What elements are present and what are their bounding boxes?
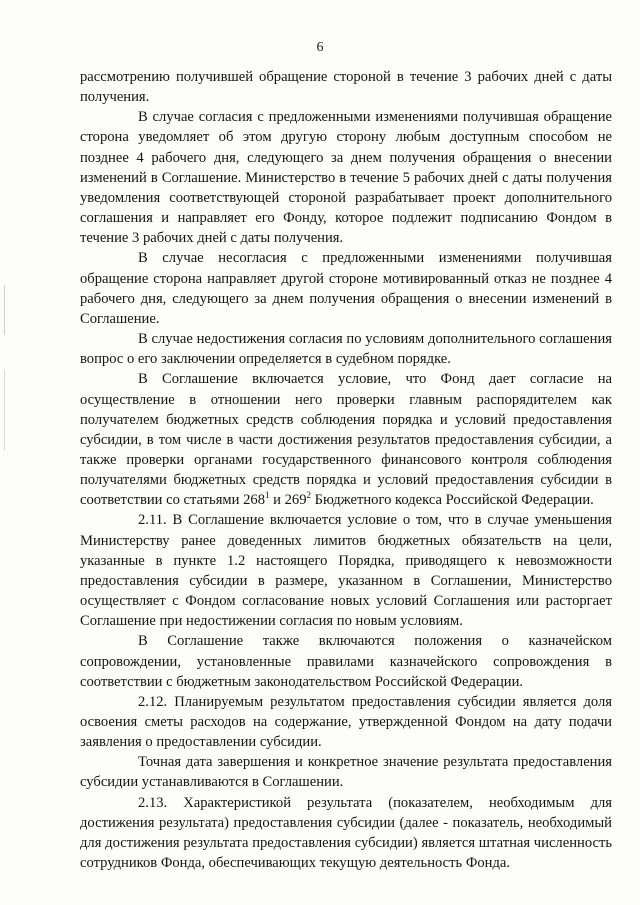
paragraph-agreement-consent: В случае согласия с предложенными изменениями получившая обращение сторона уведомляет об этом другую сторону любым доступным способом не позднее 4 рабочего дня, следующего за днем получения обращения о внесении изменений в Соглашение. Министерство в течение 5 рабочих дней с даты получения уведомления соответствующей стороной разрабатывает проект дополнительного соглашения и направляет его Фонду, которое подлежит подписанию Фондом в течение 3 рабочих дней с даты получения. — [80, 109, 612, 247]
paragraph-agreement-refusal: В случае несогласия с предложенными изменениями получившая обращение сторона направляет другой стороне мотивированный отказ не позднее 4 рабочего дня, следующего за днем получения обращения о внесении изменений в Соглашение. — [80, 250, 612, 327]
page-number: 6 — [316, 40, 324, 55]
paragraph-treasury-support: В Соглашение также включаются положения о казначейском сопровождении, установленные правилами казначейского сопровождения в соответствии с бюджетным законодательством Российской Федерации. — [80, 633, 612, 690]
document-body — [80, 67, 612, 873]
paragraph-audit-text: В Соглашение включается условие, что Фонд дает согласие на осуществление в отношении него проверки главным распорядителем как получателем бюджетных средств соблюдения порядка и условий предоставления субсидии, в том числе в части достижения результатов предоставления субсидии, а также проверки органами государственного финансового контроля соблюдения получателями бюджетных средств порядка и условий предоставления субсидии в соответствии со статьями 268 — [80, 371, 612, 509]
paragraph-2-13: 2.13. Характеристикой результата (показателем, необходимым для достижения результата) предоставления субсидии (далее - показатель, необходимый для достижения результата предоставления субсидии) является штатная численность сотрудников Фонда, обеспечивающих текущую деятельность Фонда. — [80, 794, 612, 872]
paragraph-audit-and: и 269 — [269, 492, 307, 509]
superscript-2: 2 — [306, 490, 311, 501]
superscript-1: 1 — [265, 490, 270, 501]
paragraph-audit-end: Бюджетного кодекса Российской Федерации. — [311, 492, 594, 509]
paragraph-result-date: Точная дата завершения и конкретное значение результата предоставления субсидии устанавливаются в Соглашении. — [80, 754, 612, 791]
paragraph-2-12: 2.12. Планируемым результатом предоставления субсидии является доля освоения сметы расходов на содержание, утвержденной Фондом на дату подачи заявления о предоставлении субсидии. — [80, 693, 612, 751]
paragraph-continuation: рассмотрению получившей обращение стороной в течение 3 рабочих дней с даты получения. — [80, 69, 612, 106]
scan-margin-mark — [4, 285, 5, 335]
paragraph-audit-consent — [80, 369, 612, 510]
paragraph-court-procedure: В случае недостижения согласия по условиям дополнительного соглашения вопрос о его заключении определяется в судебном порядке. — [80, 331, 612, 368]
scan-margin-mark — [4, 370, 5, 450]
paragraph-2-11: 2.11. В Соглашение включается условие о том, что в случае уменьшения Министерству ранее доведенных лимитов бюджетных обязательств на цели, указанные в пункте 1.2 настоящего Порядка, приводящего к невозможности предоставления субсидии в размере, указанном в Соглашении, Министерство осуществляет с Фондом согласование новых условий Соглашения или расторгает Соглашение при недостижении согласия по новым условиям. — [80, 512, 612, 630]
